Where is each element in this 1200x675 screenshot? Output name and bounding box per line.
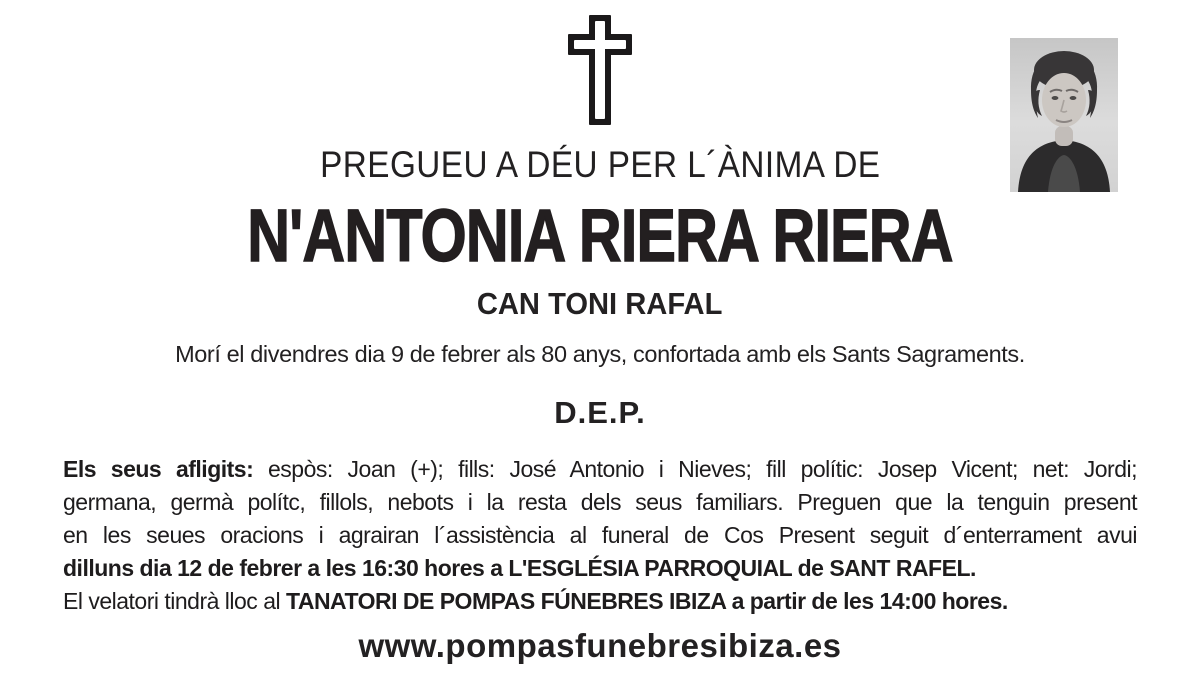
wake-line-pre: El velatori tindrà lloc al: [63, 588, 286, 614]
afflicted-line-2: germana, germà polítc, fillols, nebots i la resta dels seus familiars. Preguen que la tenguin present: [63, 489, 1137, 515]
prayer-heading: [0, 144, 1200, 186]
afflicted-label: Els seus afligits:: [63, 456, 254, 482]
deceased-name-text: N'ANTONIA RIERA RIERA: [247, 194, 953, 277]
funeral-home-website-url: www.pompasfunebresibiza.es: [358, 627, 842, 664]
wake-line: [63, 585, 1137, 618]
afflicted-line-1-rest: espòs: Joan (+); fills: José Antonio i Nieves; fill polític: Josep Vicent; net: Jordi;: [253, 456, 1137, 482]
house-name-text: CAN TONI RAFAL: [477, 286, 723, 321]
death-announcement-line: Morí el divendres dia 9 de febrer als 80 anys, confortada amb els Sants Sagraments.: [175, 341, 1025, 367]
wake-line-bold: TANATORI DE POMPAS FÚNEBRES IBIZA a partir de les 14:00 hores.: [286, 588, 1008, 614]
funeral-time-line: dilluns dia 12 de febrer a les 16:30 hores a L'ESGLÉSIA PARROQUIAL de SANT RAFEL.: [63, 555, 976, 581]
prayer-heading-text: PREGUEU A DÉU PER L´ÀNIMA DE: [319, 144, 881, 185]
afflicted-line-3: en les seues oracions i agrairan l´assistència al funeral de Cos Present seguit d´enterrament avui: [63, 522, 1137, 548]
dep-abbreviation: D.E.P.: [554, 395, 646, 430]
house-name: [0, 286, 1200, 322]
family-notice-paragraph: [63, 453, 1137, 618]
afflicted-line-1: [63, 453, 1137, 486]
deceased-name: [0, 193, 1200, 278]
